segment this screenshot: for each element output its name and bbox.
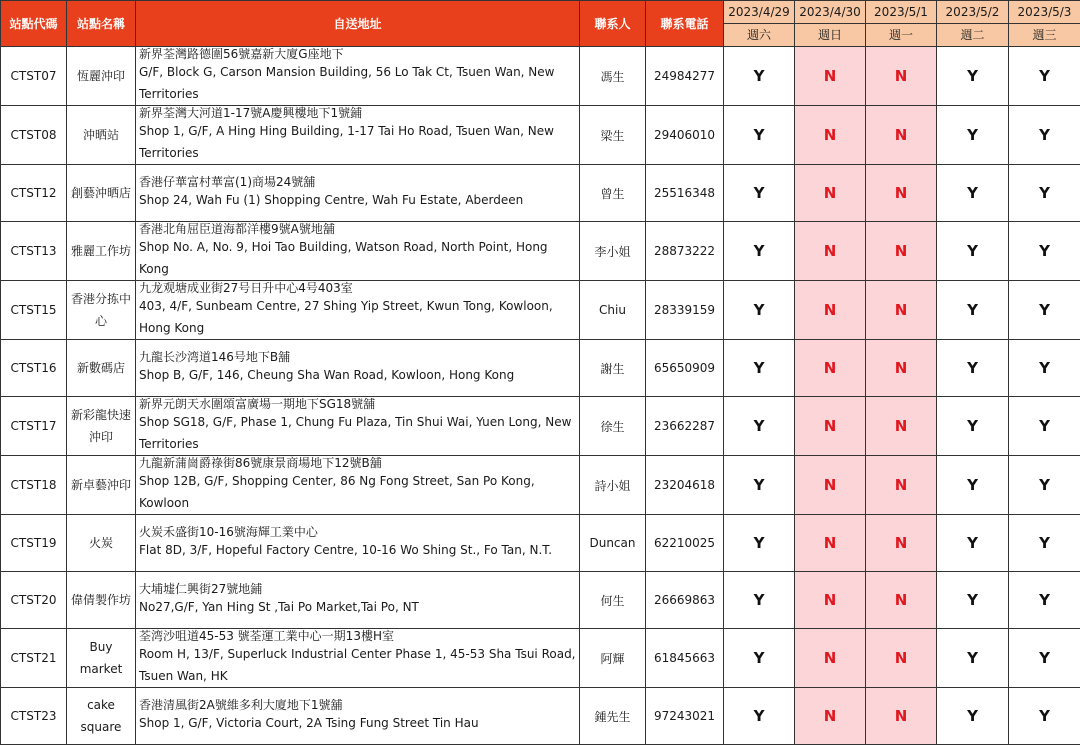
station-name: 創藝沖晒店 bbox=[67, 165, 136, 222]
table-row bbox=[1, 629, 1080, 688]
station-code: CTST12 bbox=[1, 165, 67, 222]
address-chinese: 火炭禾盛街10-16號海輝工業中心 bbox=[139, 525, 577, 539]
station-name: 新卓藝沖印 bbox=[67, 456, 136, 515]
availability-cell: N bbox=[866, 340, 937, 397]
contact-person: 曾生 bbox=[580, 165, 646, 222]
table-row bbox=[1, 688, 1080, 745]
station-name: 沖晒站 bbox=[67, 106, 136, 165]
station-code: CTST17 bbox=[1, 397, 67, 456]
contact-person: 李小姐 bbox=[580, 222, 646, 281]
address-cell bbox=[136, 222, 580, 281]
contact-person: 鍾先生 bbox=[580, 688, 646, 745]
availability-cell: N bbox=[866, 515, 937, 572]
availability-cell: Y bbox=[937, 106, 1009, 165]
availability-cell: N bbox=[866, 106, 937, 165]
availability-cell: Y bbox=[937, 281, 1009, 340]
table-body bbox=[1, 47, 1080, 745]
header-date: 2023/4/29 bbox=[724, 1, 795, 24]
contact-phone: 24984277 bbox=[646, 47, 724, 106]
contact-phone: 23204618 bbox=[646, 456, 724, 515]
table-row bbox=[1, 222, 1080, 281]
station-code: CTST18 bbox=[1, 456, 67, 515]
station-code: CTST15 bbox=[1, 281, 67, 340]
table-row bbox=[1, 397, 1080, 456]
availability-cell: Y bbox=[937, 515, 1009, 572]
availability-cell: Y bbox=[724, 340, 795, 397]
availability-cell: N bbox=[795, 281, 866, 340]
contact-person: 梁生 bbox=[580, 106, 646, 165]
availability-cell: Y bbox=[724, 222, 795, 281]
table-row bbox=[1, 106, 1080, 165]
address-chinese: 荃湾沙咀道45-53 號荃運工業中心一期13樓H室 bbox=[139, 629, 577, 643]
address-cell bbox=[136, 106, 580, 165]
availability-cell: Y bbox=[1009, 456, 1080, 515]
availability-cell: Y bbox=[937, 629, 1009, 688]
availability-cell: Y bbox=[724, 281, 795, 340]
header-weekday: 週日 bbox=[795, 24, 866, 47]
address-chinese: 香港仔華富村華富(1)商場24號舖 bbox=[139, 175, 577, 189]
address-chinese: 九龍新蒲崗爵祿街86號康景商場地下12號B舖 bbox=[139, 456, 577, 470]
station-code: CTST19 bbox=[1, 515, 67, 572]
availability-cell: N bbox=[795, 222, 866, 281]
header-address: 自送地址 bbox=[136, 1, 580, 47]
availability-cell: Y bbox=[724, 165, 795, 222]
availability-cell: Y bbox=[937, 572, 1009, 629]
availability-cell: Y bbox=[1009, 629, 1080, 688]
availability-cell: N bbox=[866, 572, 937, 629]
contact-person: 何生 bbox=[580, 572, 646, 629]
address-chinese: 新界荃灣路德圍56號嘉新大廈G座地下 bbox=[139, 47, 577, 61]
header-phone: 聯系電話 bbox=[646, 1, 724, 47]
contact-phone: 26669863 bbox=[646, 572, 724, 629]
contact-phone: 25516348 bbox=[646, 165, 724, 222]
availability-cell: N bbox=[866, 281, 937, 340]
availability-cell: Y bbox=[1009, 281, 1080, 340]
address-english: Shop 24, Wah Fu (1) Shopping Centre, Wah Fu Estate, Aberdeen bbox=[139, 189, 577, 211]
address-cell bbox=[136, 515, 580, 572]
availability-cell: Y bbox=[937, 456, 1009, 515]
address-english: Shop 1, G/F, A Hing Hing Building, 1-17 Tai Ho Road, Tsuen Wan, New Territories bbox=[139, 120, 577, 164]
station-name: cake square bbox=[67, 688, 136, 745]
address-cell bbox=[136, 165, 580, 222]
contact-person: 馮生 bbox=[580, 47, 646, 106]
header-weekday: 週一 bbox=[866, 24, 937, 47]
contact-person: 謝生 bbox=[580, 340, 646, 397]
contact-phone: 28873222 bbox=[646, 222, 724, 281]
header-date: 2023/5/3 bbox=[1009, 1, 1080, 24]
station-name: 新彩龍快速沖印 bbox=[67, 397, 136, 456]
availability-cell: Y bbox=[1009, 106, 1080, 165]
availability-cell: N bbox=[866, 47, 937, 106]
contact-phone: 23662287 bbox=[646, 397, 724, 456]
station-code: CTST20 bbox=[1, 572, 67, 629]
availability-cell: Y bbox=[724, 397, 795, 456]
availability-cell: Y bbox=[724, 47, 795, 106]
address-cell bbox=[136, 340, 580, 397]
availability-cell: N bbox=[866, 165, 937, 222]
contact-phone: 29406010 bbox=[646, 106, 724, 165]
contact-phone: 28339159 bbox=[646, 281, 724, 340]
contact-phone: 61845663 bbox=[646, 629, 724, 688]
address-chinese: 九龍长沙湾道146号地下B舖 bbox=[139, 350, 577, 364]
address-english: Shop B, G/F, 146, Cheung Sha Wan Road, Kowloon, Hong Kong bbox=[139, 364, 577, 386]
availability-cell: Y bbox=[724, 456, 795, 515]
availability-cell: N bbox=[795, 629, 866, 688]
availability-cell: Y bbox=[1009, 688, 1080, 745]
address-cell bbox=[136, 456, 580, 515]
availability-cell: Y bbox=[1009, 515, 1080, 572]
header-weekday: 週六 bbox=[724, 24, 795, 47]
table-row bbox=[1, 165, 1080, 222]
header-name: 站點名稱 bbox=[67, 1, 136, 47]
availability-cell: N bbox=[866, 688, 937, 745]
address-english: Flat 8D, 3/F, Hopeful Factory Centre, 10-16 Wo Shing St., Fo Tan, N.T. bbox=[139, 539, 577, 561]
station-name: 雅麗工作坊 bbox=[67, 222, 136, 281]
address-chinese: 新界元朗天水圍頌富廣場一期地下SG18號舖 bbox=[139, 397, 577, 411]
station-name: Buy market bbox=[67, 629, 136, 688]
station-code: CTST21 bbox=[1, 629, 67, 688]
availability-cell: Y bbox=[1009, 572, 1080, 629]
availability-cell: N bbox=[795, 688, 866, 745]
contact-phone: 62210025 bbox=[646, 515, 724, 572]
contact-person: 詩小姐 bbox=[580, 456, 646, 515]
availability-cell: N bbox=[795, 397, 866, 456]
address-english: Room H, 13/F, Superluck Industrial Center Phase 1, 45-53 Sha Tsui Road, Tsuen Wan, HK bbox=[139, 643, 577, 687]
availability-cell: N bbox=[795, 165, 866, 222]
contact-phone: 97243021 bbox=[646, 688, 724, 745]
address-cell bbox=[136, 688, 580, 745]
availability-cell: Y bbox=[937, 688, 1009, 745]
availability-cell: N bbox=[795, 456, 866, 515]
header-code: 站點代碼 bbox=[1, 1, 67, 47]
station-name: 火炭 bbox=[67, 515, 136, 572]
availability-cell: N bbox=[795, 340, 866, 397]
contact-person: 阿輝 bbox=[580, 629, 646, 688]
availability-cell: Y bbox=[937, 340, 1009, 397]
station-code: CTST23 bbox=[1, 688, 67, 745]
address-chinese: 大埔墟仁興街27號地鋪 bbox=[139, 582, 577, 596]
availability-cell: Y bbox=[724, 106, 795, 165]
station-code: CTST16 bbox=[1, 340, 67, 397]
availability-cell: Y bbox=[937, 222, 1009, 281]
address-english: Shop 1, G/F, Victoria Court, 2A Tsing Fung Street Tin Hau bbox=[139, 712, 577, 734]
availability-cell: N bbox=[866, 397, 937, 456]
availability-cell: Y bbox=[1009, 397, 1080, 456]
availability-cell: Y bbox=[724, 572, 795, 629]
address-cell bbox=[136, 629, 580, 688]
contact-phone: 65650909 bbox=[646, 340, 724, 397]
address-cell bbox=[136, 47, 580, 106]
availability-cell: Y bbox=[937, 47, 1009, 106]
availability-cell: Y bbox=[724, 629, 795, 688]
station-name: 偉倩製作坊 bbox=[67, 572, 136, 629]
station-name: 香港分拣中心 bbox=[67, 281, 136, 340]
availability-cell: N bbox=[866, 629, 937, 688]
contact-person: 徐生 bbox=[580, 397, 646, 456]
availability-cell: Y bbox=[1009, 222, 1080, 281]
header-date: 2023/4/30 bbox=[795, 1, 866, 24]
availability-cell: Y bbox=[937, 165, 1009, 222]
address-cell bbox=[136, 397, 580, 456]
availability-cell: N bbox=[795, 572, 866, 629]
availability-cell: Y bbox=[1009, 340, 1080, 397]
address-english: 403, 4/F, Sunbeam Centre, 27 Shing Yip Street, Kwun Tong, Kowloon, Hong Kong bbox=[139, 295, 577, 339]
availability-cell: N bbox=[795, 47, 866, 106]
address-english: Shop No. A, No. 9, Hoi Tao Building, Watson Road, North Point, Hong Kong bbox=[139, 236, 577, 280]
station-code: CTST08 bbox=[1, 106, 67, 165]
address-english: G/F, Block G, Carson Mansion Building, 56 Lo Tak Ct, Tsuen Wan, New Territories bbox=[139, 61, 577, 105]
availability-cell: N bbox=[866, 456, 937, 515]
header-date: 2023/5/2 bbox=[937, 1, 1009, 24]
contact-person: Chiu bbox=[580, 281, 646, 340]
table-row bbox=[1, 572, 1080, 629]
address-chinese: 新界荃灣大河道1-17號A慶興樓地下1號鋪 bbox=[139, 106, 577, 120]
availability-cell: N bbox=[795, 515, 866, 572]
availability-cell: N bbox=[866, 222, 937, 281]
availability-cell: Y bbox=[1009, 47, 1080, 106]
address-english: Shop SG18, G/F, Phase 1, Chung Fu Plaza, Tin Shui Wai, Yuen Long, New Territories bbox=[139, 411, 577, 455]
table-row bbox=[1, 47, 1080, 106]
contact-person: Duncan bbox=[580, 515, 646, 572]
address-cell bbox=[136, 281, 580, 340]
table-row bbox=[1, 281, 1080, 340]
address-chinese: 九龙观塘成业街27号日升中心4号403室 bbox=[139, 281, 577, 295]
header-contact: 聯系人 bbox=[580, 1, 646, 47]
table-row bbox=[1, 456, 1080, 515]
address-chinese: 香港清風街2A號維多利大廈地下1號舖 bbox=[139, 698, 577, 712]
station-name: 恆麗沖印 bbox=[67, 47, 136, 106]
header-date: 2023/5/1 bbox=[866, 1, 937, 24]
address-english: No27,G/F, Yan Hing St ,Tai Po Market,Tai Po, NT bbox=[139, 596, 577, 618]
table-row bbox=[1, 515, 1080, 572]
station-name: 新數碼店 bbox=[67, 340, 136, 397]
address-chinese: 香港北角屈臣道海都洋樓9號A號地舖 bbox=[139, 222, 577, 236]
availability-cell: Y bbox=[937, 397, 1009, 456]
header-weekday: 週三 bbox=[1009, 24, 1080, 47]
availability-cell: Y bbox=[724, 688, 795, 745]
availability-cell: Y bbox=[1009, 165, 1080, 222]
station-code: CTST13 bbox=[1, 222, 67, 281]
address-cell bbox=[136, 572, 580, 629]
address-english: Shop 12B, G/F, Shopping Center, 86 Ng Fong Street, San Po Kong, Kowloon bbox=[139, 470, 577, 514]
availability-cell: Y bbox=[724, 515, 795, 572]
header-weekday: 週二 bbox=[937, 24, 1009, 47]
station-code: CTST07 bbox=[1, 47, 67, 106]
availability-cell: N bbox=[795, 106, 866, 165]
table-row bbox=[1, 340, 1080, 397]
